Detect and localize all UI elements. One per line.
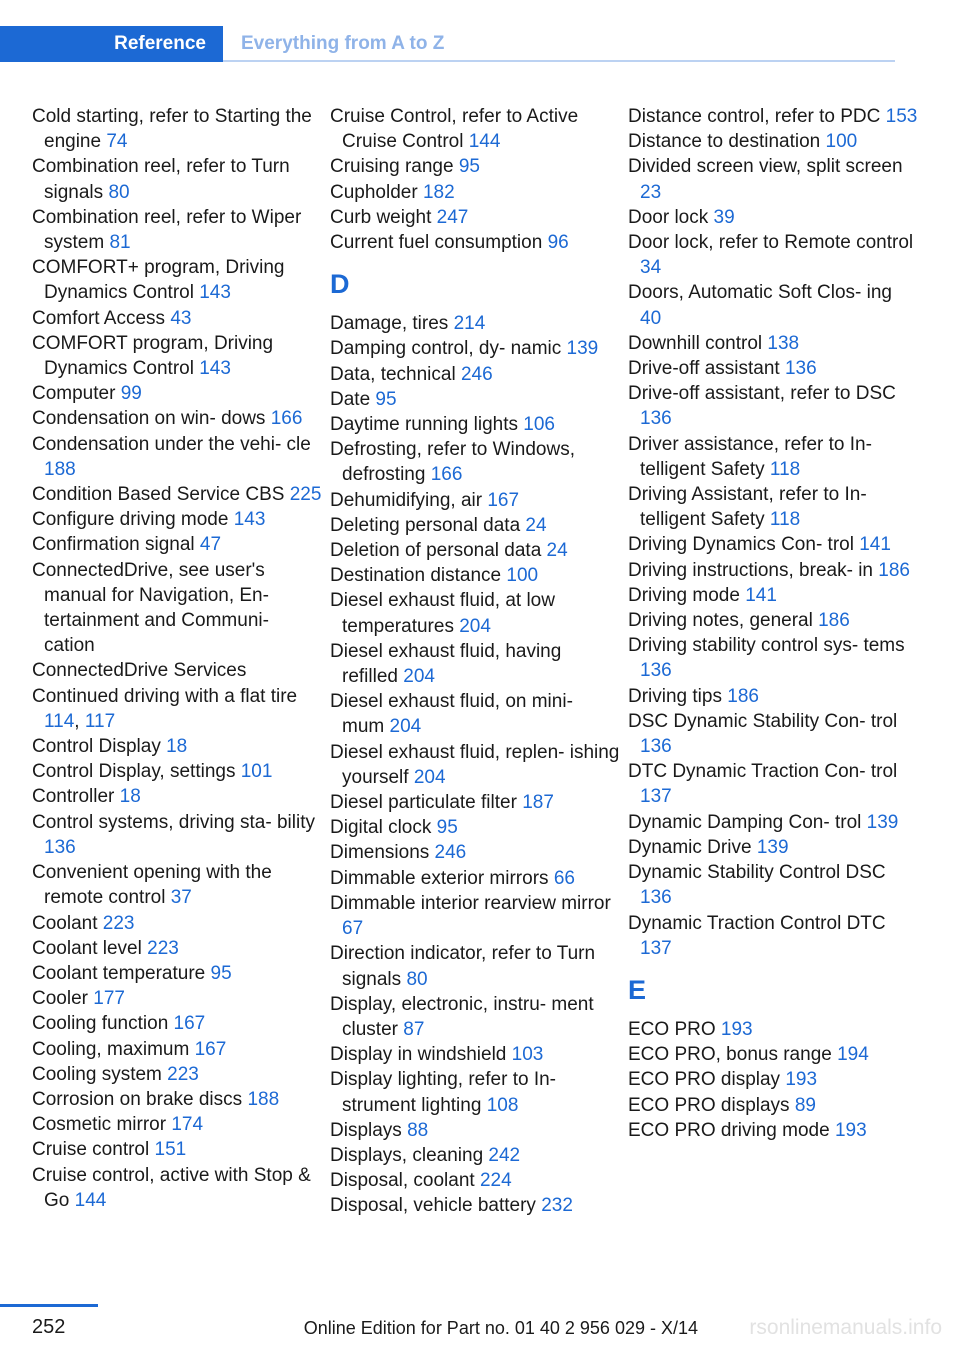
index-entry <box>32 432 322 482</box>
index-entry <box>330 588 620 638</box>
index-term: Door lock, refer to Remote control <box>628 232 914 254</box>
page-link[interactable]: 66 <box>553 867 575 889</box>
index-entry <box>330 336 620 361</box>
index-term: Dynamic Damping Con‐ trol <box>628 811 862 833</box>
index-term: Daytime running lights <box>330 414 518 436</box>
index-entry <box>32 759 322 784</box>
index-column-1 <box>32 104 322 1213</box>
index-entry <box>32 1163 322 1213</box>
index-term: Computer <box>32 383 116 405</box>
index-term: Driving notes, general <box>628 610 813 632</box>
page-link[interactable]: 47 <box>199 534 222 556</box>
page-link[interactable]: 188 <box>44 458 76 480</box>
page-link[interactable]: 95 <box>210 962 232 984</box>
page-link[interactable]: 88 <box>407 1119 429 1141</box>
index-entry <box>32 936 322 961</box>
page-link[interactable]: 167 <box>194 1038 227 1060</box>
index-entry <box>628 381 918 431</box>
index-term: Control Display, settings <box>32 761 236 783</box>
index-term: Driving mode <box>628 584 740 606</box>
page-link[interactable]: 141 <box>745 584 777 606</box>
index-entry <box>32 406 322 431</box>
index-entry <box>330 740 620 790</box>
page-link[interactable]: 95 <box>458 156 480 178</box>
index-entry <box>32 986 322 1011</box>
index-entry <box>330 891 620 941</box>
page-link[interactable]: 136 <box>640 887 672 909</box>
page-link[interactable]: 143 <box>233 509 266 531</box>
index-term: Divided screen view, split screen <box>628 156 903 178</box>
page-link[interactable]: 214 <box>453 313 486 335</box>
page-link[interactable]: 118 <box>769 509 801 531</box>
index-term: Displays, cleaning <box>330 1144 484 1166</box>
page-link[interactable]: 246 <box>434 842 467 864</box>
page-link[interactable]: 204 <box>413 766 446 788</box>
index-entry <box>628 154 918 204</box>
index-term: Current fuel consumption <box>330 232 543 254</box>
page-link[interactable]: 167 <box>173 1013 206 1035</box>
index-entry <box>32 381 322 406</box>
index-term: Display lighting, refer to In‐ strument lighting <box>330 1069 556 1116</box>
page-link[interactable]: 106 <box>523 414 555 436</box>
index-entry <box>330 790 620 815</box>
index-term: Coolant <box>32 912 98 934</box>
page-link[interactable]: 136 <box>44 836 76 858</box>
index-entry <box>628 810 918 835</box>
index-term: ECO PRO <box>628 1018 716 1040</box>
index-entry <box>628 432 918 482</box>
index-entry <box>32 1112 322 1137</box>
index-entry <box>32 532 322 557</box>
index-term: Distance control, refer to PDC <box>628 106 881 127</box>
index-entry <box>628 1017 918 1042</box>
index-entry <box>32 507 322 532</box>
index-term: COMFORT program, Driving Dynamics Control <box>32 332 274 380</box>
page-link[interactable]: 143 <box>199 282 231 304</box>
page-link[interactable]: 74 <box>106 131 128 153</box>
index-entry <box>330 513 620 538</box>
index-term: Condition Based Service CBS <box>32 484 285 506</box>
index-entry <box>628 759 918 809</box>
page-link[interactable]: 167 <box>487 489 520 511</box>
index-term: Display in windshield <box>330 1044 507 1066</box>
page-number: 252 <box>32 1316 66 1338</box>
index-entry <box>330 941 620 991</box>
index-term: Cooling function <box>32 1013 169 1035</box>
index-entry <box>32 306 322 331</box>
header-divider <box>223 60 895 62</box>
index-entry <box>330 1143 620 1168</box>
index-entry <box>330 1042 620 1067</box>
index-entry <box>32 255 322 305</box>
index-term: Cupholder <box>330 181 418 203</box>
page-link[interactable]: 40 <box>640 307 662 329</box>
page-link[interactable]: 194 <box>837 1044 869 1066</box>
index-entry <box>32 911 322 936</box>
index-entry <box>330 1168 620 1193</box>
index-entry <box>628 709 918 759</box>
index-entry <box>628 1118 918 1143</box>
page-link[interactable]: 101 <box>240 761 273 783</box>
page-link[interactable]: 141 <box>859 534 891 556</box>
index-term: Diesel exhaust fluid, at low temperatures <box>330 590 555 637</box>
page-link[interactable]: 232 <box>541 1195 573 1217</box>
index-entry <box>330 154 620 179</box>
index-entry <box>32 658 322 683</box>
index-term: Control systems, driving sta‐ bility <box>32 811 315 833</box>
page-link[interactable]: 139 <box>566 338 599 360</box>
page-link[interactable]: 139 <box>866 811 899 833</box>
index-column-3 <box>628 104 918 1143</box>
index-term: ECO PRO driving mode <box>628 1119 830 1141</box>
index-term: Coolant temperature <box>32 962 206 984</box>
page-link[interactable]: 23 <box>640 181 662 203</box>
page-link[interactable]: 193 <box>785 1069 818 1091</box>
page-link[interactable]: 103 <box>511 1044 544 1066</box>
index-entry <box>32 784 322 809</box>
page-link[interactable]: 177 <box>93 988 125 1010</box>
index-term: Drive-off assistant <box>628 358 780 380</box>
index-term: Cold starting, refer to Starting the engine <box>32 106 312 153</box>
index-entry <box>330 311 620 336</box>
index-term: COMFORT+ program, Driving Dynamics Control <box>32 257 285 304</box>
page-link[interactable]: 186 <box>878 559 910 581</box>
index-term: Driving instructions, break- in <box>628 559 873 581</box>
index-column-2 <box>330 104 620 1219</box>
index-entry <box>32 1011 322 1036</box>
index-entry <box>628 280 918 330</box>
index-entry <box>32 860 322 910</box>
page-link[interactable]: 186 <box>727 685 759 707</box>
page-link[interactable]: 187 <box>522 792 554 814</box>
page-link[interactable]: 143 <box>199 358 231 380</box>
index-entry <box>628 205 918 230</box>
footer-accent-bar <box>0 1304 98 1307</box>
page-link[interactable]: 43 <box>170 307 192 329</box>
index-entry <box>330 104 620 154</box>
index-entry <box>330 1193 620 1218</box>
section-letter: E <box>628 974 647 1005</box>
index-term: Continued driving with a flat tire <box>32 685 298 707</box>
index-term: Display, electronic, instru‐ ment cluster <box>330 993 594 1040</box>
page-link[interactable]: 137 <box>640 937 672 959</box>
page-link[interactable]: 204 <box>403 666 435 688</box>
index-entry <box>32 1037 322 1062</box>
page-link[interactable]: 136 <box>640 660 672 682</box>
index-term: DTC Dynamic Traction Con‐ trol <box>628 761 898 783</box>
page-link[interactable]: 224 <box>479 1170 512 1192</box>
index-term: Diesel particulate filter <box>330 792 517 814</box>
page-link[interactable]: 137 <box>640 786 672 808</box>
index-entry <box>628 608 918 633</box>
index-entry <box>32 482 322 507</box>
index-entry <box>330 387 620 412</box>
index-term: ECO PRO display <box>628 1069 781 1091</box>
index-term: Downhill control <box>628 332 763 354</box>
index-term: Driving tips <box>628 685 722 707</box>
index-term: Control Display <box>32 736 161 758</box>
index-term: Cruising range <box>330 156 454 178</box>
index-term: Damping control, dy‐ namic <box>330 338 562 360</box>
subsection-tab-a-to-z[interactable]: Everything from A to Z <box>241 33 445 54</box>
index-term: Diesel exhaust fluid, replen‐ ishing yourself <box>330 741 620 788</box>
index-entry <box>32 734 322 759</box>
page-link[interactable]: 39 <box>713 206 735 228</box>
index-term: ConnectedDrive Services <box>32 660 247 682</box>
index-term: Data, technical <box>330 363 456 385</box>
index-term: Dehumidifying, air <box>330 489 483 511</box>
index-term: Disposal, coolant <box>330 1170 475 1192</box>
page-link[interactable]: 18 <box>166 736 188 758</box>
index-term: Date <box>330 388 371 410</box>
page-link[interactable]: 151 <box>154 1139 187 1161</box>
page-link[interactable]: 18 <box>119 786 141 808</box>
index-entry <box>628 633 918 683</box>
index-entry <box>330 815 620 840</box>
index-entry <box>32 205 322 255</box>
index-term: Combination reel, refer to Turn signals <box>32 156 290 203</box>
index-entry: Continued driving with a flat tire 114, 117 <box>32 685 298 732</box>
index-entry <box>32 104 322 154</box>
index-entry <box>330 205 620 230</box>
index-entry <box>628 532 918 557</box>
page-link[interactable]: 223 <box>147 937 179 959</box>
index-entry <box>628 835 918 860</box>
index-term: Controller <box>32 786 115 808</box>
index-entry <box>628 356 918 381</box>
index-term: Dimmable exterior mirrors <box>330 867 549 889</box>
index-entry <box>32 1137 322 1162</box>
page-link[interactable]: 138 <box>767 332 800 354</box>
index-term: Combination reel, refer to Wiper system <box>32 206 302 254</box>
index-entry <box>32 1087 322 1112</box>
page-link[interactable]: 100 <box>506 565 539 587</box>
index-entry <box>330 437 620 487</box>
index-term: Door lock <box>628 206 709 228</box>
page-link[interactable]: 225 <box>289 484 322 506</box>
section-tab-reference[interactable]: Reference <box>0 26 223 62</box>
index-term: Diesel exhaust fluid, having refilled <box>330 640 562 688</box>
index-term: Curb weight <box>330 206 432 228</box>
index-term: Coolant level <box>32 937 142 959</box>
index-entry <box>628 684 918 709</box>
index-term: Driving stability control sys‐ tems <box>628 635 905 657</box>
page-link[interactable]: 80 <box>406 968 428 990</box>
page-link[interactable]: 136 <box>784 358 817 380</box>
index-entry <box>32 331 322 381</box>
index-entry <box>628 860 918 910</box>
index-term: Driver assistance, refer to In‐ telligent Safety <box>628 433 872 480</box>
index-term: Displays <box>330 1119 402 1141</box>
page-link[interactable]: 166 <box>270 408 303 430</box>
page-link[interactable]: 95 <box>436 817 458 839</box>
index-term: Digital clock <box>330 817 432 839</box>
index-term: Cruise control, active with Stop & Go <box>32 1164 311 1211</box>
index-entry <box>330 689 620 739</box>
index-entry <box>628 129 918 154</box>
page-link[interactable]: 166 <box>430 464 463 486</box>
index-term: Cruise Control, refer to Active Cruise Control <box>330 106 579 153</box>
index-entry <box>330 538 620 563</box>
page-link[interactable]: 99 <box>120 383 142 405</box>
page-link[interactable]: 204 <box>389 716 422 738</box>
index-term: ConnectedDrive, see user's manual for Navigation, En‐ tertainment and Communi‐ cation <box>32 559 269 657</box>
edition-note: Online Edition for Part no. 01 40 2 956 029 - X/14 <box>303 1318 698 1338</box>
index-term: Configure driving mode <box>32 509 229 531</box>
page-link[interactable]: 37 <box>170 887 192 909</box>
index-entry <box>628 1093 918 1118</box>
index-term: Cruise control <box>32 1139 150 1161</box>
page-link[interactable]: 114 <box>44 710 75 732</box>
page-link[interactable]: 193 <box>720 1018 753 1040</box>
index-entry <box>330 992 620 1042</box>
page-link[interactable]: 136 <box>640 736 672 758</box>
index-term: Dynamic Traction Control DTC <box>628 912 886 934</box>
page-link[interactable]: 34 <box>640 257 662 279</box>
index-entry <box>32 154 322 204</box>
index-term: Driving Dynamics Con‐ trol <box>628 534 854 556</box>
section-letter: D <box>330 269 350 300</box>
index-term: Deleting personal data <box>330 514 521 536</box>
index-term: Cooling, maximum <box>32 1038 190 1060</box>
index-term: Diesel exhaust fluid, on mini‐ mum <box>330 691 573 738</box>
page-link[interactable]: 117 <box>84 710 116 732</box>
index-term: Cooling system <box>32 1063 162 1085</box>
page-link[interactable]: 144 <box>74 1189 107 1211</box>
index-term: Condensation under the vehi‐ cle <box>32 433 311 455</box>
page-link[interactable]: 67 <box>342 918 364 940</box>
index-term: Distance to destination <box>628 131 821 153</box>
index-entry <box>330 639 620 689</box>
page-link[interactable]: 24 <box>525 514 547 536</box>
page-link[interactable]: 100 <box>825 131 858 153</box>
index-term: Confirmation signal <box>32 534 195 556</box>
page-link[interactable]: 188 <box>247 1088 280 1110</box>
page-link[interactable]: 193 <box>834 1119 867 1141</box>
index-entry <box>330 412 620 437</box>
page-header <box>0 26 895 62</box>
page-link[interactable]: 118 <box>769 458 801 480</box>
index-entry <box>330 866 620 891</box>
index-term: Defrosting, refer to Windows, defrosting <box>330 439 575 486</box>
index-entry <box>628 331 918 356</box>
index-term: Destination distance <box>330 565 502 587</box>
index-entry <box>32 961 322 986</box>
index-term: Dynamic Stability Control DSC <box>628 862 886 884</box>
index-entry <box>330 488 620 513</box>
index-entry <box>330 840 620 865</box>
index-term: Dimensions <box>330 842 430 864</box>
page-link[interactable]: 24 <box>546 540 568 562</box>
index-term: Direction indicator, refer to Turn signals <box>330 943 596 990</box>
index-term: Dynamic Drive <box>628 836 752 858</box>
page-link[interactable]: 223 <box>167 1063 199 1085</box>
index-entry <box>628 583 918 608</box>
index-term: Drive-off assistant, refer to DSC <box>628 383 896 405</box>
index-term: Condensation on win‐ dows <box>32 408 266 430</box>
index-term: ECO PRO displays <box>628 1094 790 1116</box>
page-link[interactable]: 81 <box>109 232 131 254</box>
page-link[interactable]: 144 <box>468 131 501 153</box>
index-term: Disposal, vehicle battery <box>330 1195 536 1217</box>
index-entry <box>628 230 918 280</box>
index-entry <box>628 104 918 129</box>
index-entry <box>330 230 620 255</box>
page-link[interactable]: 242 <box>488 1144 521 1166</box>
index-term: Damage, tires <box>330 313 449 335</box>
index-entry <box>330 1118 620 1143</box>
page-link[interactable]: 87 <box>403 1018 425 1040</box>
index-term: Convenient opening with the remote control <box>32 862 272 909</box>
index-term: DSC Dynamic Stability Con‐ trol <box>628 710 898 732</box>
index-entry <box>330 563 620 588</box>
index-entry <box>330 362 620 387</box>
index-term: Doors, Automatic Soft Clos‐ ing <box>628 282 892 304</box>
index-term: Dimmable interior rearview mirror <box>330 892 611 914</box>
page-link[interactable]: 108 <box>486 1094 519 1116</box>
index-entry <box>330 180 620 205</box>
page-link[interactable]: 247 <box>436 206 469 228</box>
index-term: Corrosion on brake discs <box>32 1088 243 1110</box>
page-link[interactable]: 246 <box>460 363 493 385</box>
index-entry <box>628 1067 918 1092</box>
index-entry <box>628 1042 918 1067</box>
page-link[interactable]: 96 <box>547 232 569 254</box>
index-entry <box>628 558 918 583</box>
page-link[interactable]: 139 <box>756 836 789 858</box>
page-link[interactable]: 186 <box>818 610 850 632</box>
index-term: Cooler <box>32 988 88 1010</box>
index-entry <box>628 911 918 961</box>
index-entry <box>32 558 322 659</box>
index-term: Cosmetic mirror <box>32 1114 167 1136</box>
page-link[interactable]: 174 <box>171 1114 204 1136</box>
watermark: rsonlinemanuals.info <box>749 1316 942 1339</box>
page-link[interactable]: 89 <box>794 1094 816 1116</box>
page-link[interactable]: 80 <box>108 181 130 203</box>
index-entry <box>32 1062 322 1087</box>
index-term: Deletion of personal data <box>330 540 542 562</box>
index-term: Comfort Access <box>32 307 166 329</box>
index-entry <box>330 1067 620 1117</box>
page-link[interactable]: 204 <box>459 615 491 637</box>
page-link[interactable]: 223 <box>102 912 135 934</box>
page-link[interactable]: 182 <box>422 181 455 203</box>
page-link[interactable]: 153 <box>885 106 918 127</box>
page-link[interactable]: 95 <box>375 388 397 410</box>
index-term: Driving Assistant, refer to In‐ telligent Safety <box>628 484 867 531</box>
index-entry <box>32 810 322 860</box>
index-entry <box>628 482 918 532</box>
index-term: ECO PRO, bonus range <box>628 1044 832 1066</box>
page-link[interactable]: 136 <box>640 408 672 430</box>
